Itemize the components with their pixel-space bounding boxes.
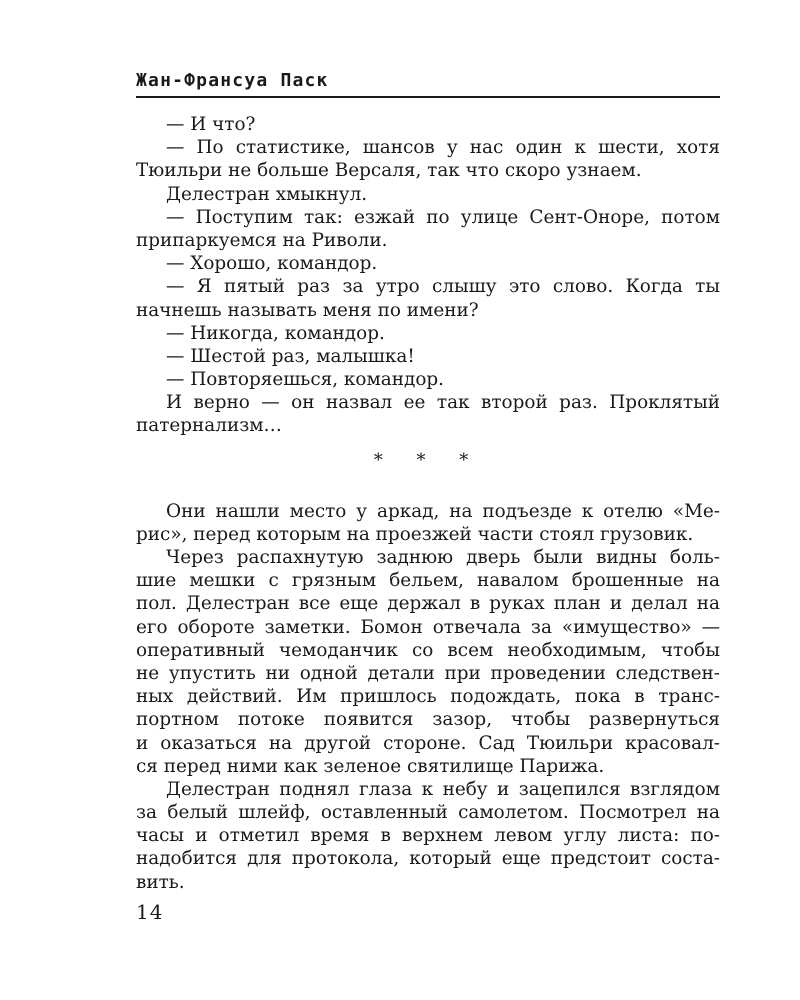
- text-line: — Шестой раз, малышка!: [166, 345, 415, 367]
- text-line: патернализм…: [136, 415, 282, 437]
- text-line: Делестран хмыкнул.: [166, 183, 368, 205]
- text-line: — По статистике, шансов у нас один к шести, хотя: [166, 137, 720, 159]
- text-line: за белый шлейф, оставленный самолетом. Посмотрел на: [136, 802, 720, 824]
- text-line: его обороте заметки. Бомон отвечала за «имущество» —: [136, 616, 720, 638]
- text-line: — И что?: [166, 114, 256, 135]
- separator-gap: [136, 484, 720, 500]
- text-line: — Я пятый раз за утро слышу это слово. Когда ты: [166, 276, 720, 298]
- text-line: оперативный чемоданчик со всем необходимым, чтобы: [136, 639, 720, 661]
- text-line: ных действий. Им пришлось подождать, пока в транс-: [136, 686, 720, 708]
- running-header: [136, 70, 720, 98]
- text-line: припаркуемся на Риволи.: [136, 229, 388, 251]
- text-line: — Никогда, командор.: [166, 322, 385, 344]
- section-separator: * * *: [373, 449, 483, 471]
- text-line: не упустить ни одной детали при проведении следствен-: [136, 662, 720, 684]
- page-body: [136, 113, 720, 894]
- text-line: рис», перед которым на проезжей части стоял грузовик.: [136, 523, 694, 545]
- text-line: часы и отметил время в верхнем левом углу листа: по-: [136, 825, 720, 847]
- dialogue-block: [136, 113, 720, 438]
- text-line: — Хорошо, командор.: [166, 253, 378, 275]
- header-author-name: Жан-Франсуа Паск: [136, 70, 329, 91]
- text-line: Они нашли место у аркад, на подъезде к отелю «Ме-: [166, 500, 720, 522]
- text-line: шие мешки с грязным бельем, навалом брошенные на: [136, 570, 720, 592]
- text-line: И верно — он назвал ее так второй раз. Проклятый: [166, 392, 720, 414]
- text-line: портном потоке появится зазор, чтобы развернуться: [136, 709, 720, 731]
- text-line: надобится для протокола, который еще предстоит соста-: [136, 848, 720, 870]
- text-line: ся перед ними как зеленое святилище Парижа.: [136, 755, 605, 777]
- text-line: начнешь называть меня по имени?: [136, 299, 479, 321]
- text-line: — Повторяешься, командор.: [166, 369, 445, 391]
- text-line: вить.: [136, 871, 185, 893]
- text-line: пол. Делестран все еще держал в руках план и делал на: [136, 593, 720, 615]
- text-line: Через распахнутую заднюю дверь были видны боль-: [166, 547, 720, 568]
- text-line: Тюильри не больше Версаля, так что скоро узнаем.: [136, 160, 642, 182]
- narrative-block: [136, 500, 720, 894]
- text-line: — Поступим так: езжай по улице Сент-Оноре, потом: [166, 206, 720, 228]
- text-line: Делестран поднял глаза к небу и зацепился взглядом: [166, 778, 720, 800]
- text-line: и оказаться на другой стороне. Сад Тюильри красовал-: [136, 732, 720, 754]
- page-number: 14: [136, 900, 164, 924]
